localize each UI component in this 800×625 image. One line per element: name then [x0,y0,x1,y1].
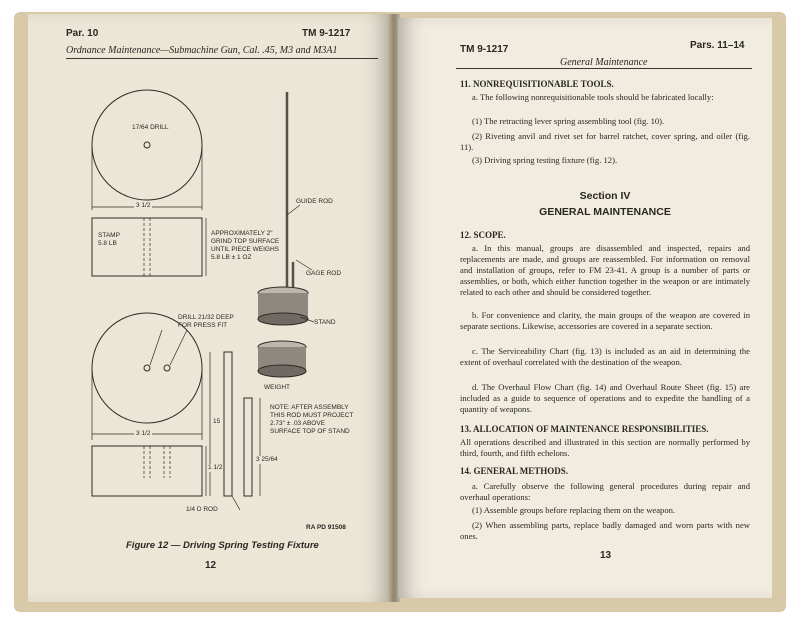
rod-3-25-64 [244,398,252,496]
right-header-rule [456,68,752,69]
label-assembly-note: NOTE: AFTER ASSEMBLY THIS ROD MUST PROJECT 2.73" ± .03 ABOVE SURFACE TOP OF STAND [270,404,354,435]
p11-heading: 11. NONREQUISITIONABLE TOOLS. [460,79,614,89]
p12-a: a. In this manual, groups are disassembled and inspected, repairs and replacements are made, and groups are reassembled. For information on removal and installation of groups, refer to FM 23-41. A group is a number of parts or assemblies, or both, which either function together in the weapon or are intimately related to each other and should be considered together. [460,243,750,297]
label-dim-1-5: 1 1/2 [208,464,223,471]
right-page-number: 13 [600,550,612,561]
left-tm-number: TM 9-1217 [302,28,351,39]
p13-text: All operations described and illustrated in this section are normally performed by third, fourth, and fifth echelons. [460,437,750,458]
p14-a: a. Carefully observe the following general procedures during repair and overhaul operations: [460,481,750,502]
label-drill-17-64: 17/64 DRILL [132,124,169,131]
p12-d: d. The Overhaul Flow Chart (fig. 14) and Overhaul Route Sheet (fig. 15) are included as a guide to sequence of operations and to expedite the handling of a quantity of weapons. [460,382,750,414]
section-number: Section IV [579,190,631,202]
label-weight: WEIGHT [264,384,290,391]
label-dim-3-5-bottom: 3 1/2 [136,430,151,437]
label-dim-15: 15 [213,418,221,425]
label-gage-rod: GAGE ROD [306,270,342,277]
p14-item-1: (1) Assemble groups before replacing them on the weapon. [472,505,676,515]
label-approximately: APPROXIMATELY 2" GRIND TOP SURFACE UNTIL PIECE WEIGHS 5.8 LB ± 1 OZ [211,230,280,261]
p11-item-3: (3) Driving spring testing fixture (fig. 12). [472,155,618,165]
p11-item-1: (1) The retracting lever spring assembling tool (fig. 10). [472,116,665,126]
rod-15-inch [224,352,232,496]
label-dim-3-25-64: 3 25/64 [256,456,278,463]
left-subtitle: Ordnance Maintenance—Submachine Gun, Cal. .45, M3 and M3A1 [66,45,338,56]
right-tm-number: TM 9-1217 [460,44,509,55]
label-dim-3-5-top: 3 1/2 [136,202,151,209]
p12-heading: 12. SCOPE. [460,230,506,240]
right-pars-range: Pars. 11–14 [690,40,745,51]
figure-caption: Figure 12 — Driving Spring Testing Fixture [126,540,319,551]
p11-a: a. The following nonrequisitionable tools should be fabricated locally: [472,92,714,102]
left-page-number: 12 [205,560,217,571]
label-guide-rod: GUIDE ROD [296,198,333,205]
top-weight-circle [92,90,202,200]
label-rod-diameter: 1/4 D ROD [186,506,218,513]
right-subtitle: General Maintenance [560,57,648,68]
label-drill-21-32: DRILL 21/32 DEEP FOR PRESS FIT [178,314,234,329]
p14-heading: 14. GENERAL METHODS. [460,466,569,476]
section-title: GENERAL MAINTENANCE [539,206,671,218]
p11-item-2: (2) Riveting anvil and rivet set for barrel ratchet, cover spring, and oiler (fig. 11). [460,131,750,152]
p14-item-2: (2) When assembling parts, replace badly damaged and worn parts with new ones. [460,520,750,541]
label-stamp: STAMP 5.8 LB [98,232,120,247]
stand-block-elevation [92,446,202,496]
label-stand: STAND [314,319,336,326]
label-ra-pd: RA PD 91508 [306,524,346,531]
p13-heading: 13. ALLOCATION OF MAINTENANCE RESPONSIBILITIES. [460,424,709,434]
left-par-number: Par. 10 [66,28,99,39]
p12-b: b. For convenience and clarity, the main groups of the weapon are covered in separate sections. Likewise, accessories are covered in a separate section. [460,310,750,331]
p12-c: c. The Serviceability Chart (fig. 13) is included as an aid in determining the extent of overhaul correlated with the destination of the weapon. [460,346,750,367]
